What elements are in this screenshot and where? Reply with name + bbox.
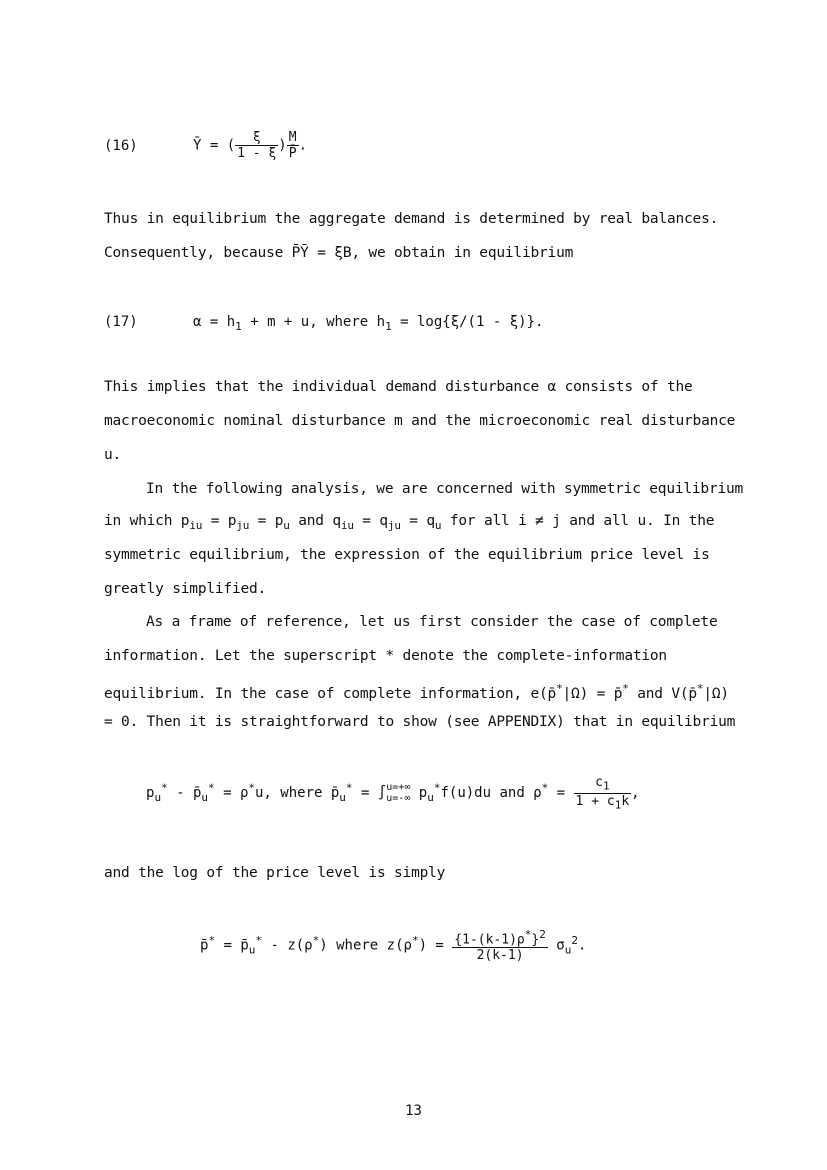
body-text-line: Consequently, because P̄Ȳ = ξB, we obtain in equilibrium: [104, 245, 574, 261]
fraction: $\frac{c_1}{1 + c_1k}$: [575, 775, 630, 812]
equation-label: (16): [104, 138, 138, 154]
equation-price-level: p̄* = $p̄_u^* - z(\rho^*)$ where z(ρ*) = $\frac{\{1-(k-1)\rho^*\}^2}{2(k-1)}$ $\sigma_u^2$.: [200, 928, 587, 964]
body-text-line: In the following analysis, we are concerned with symmetric equilibrium: [146, 481, 744, 497]
body-text-line: As a frame of reference, let us first consider the case of complete: [146, 614, 718, 630]
fraction: $\frac{M}{P̄}$: [288, 130, 297, 161]
body-text-line: Thus in equilibrium the aggregate demand is determined by real balances.: [104, 211, 719, 227]
equation-17: [104, 314, 138, 330]
body-text-line: macroeconomic nominal disturbance m and the microeconomic real disturbance: [104, 413, 736, 429]
equation-label: (17): [104, 314, 138, 330]
body-text-line: and the log of the price level is simply: [104, 865, 446, 881]
equation-16-body: Ȳ = ( $\frac{\xi}{1 - \xi}$ ) $\frac{M}{P̄}$ .: [193, 130, 307, 161]
body-text-line: This implies that the individual demand disturbance α consists of the: [104, 379, 693, 395]
body-text-line: = 0. Then it is straightforward to show (see APPENDIX) that in equilibrium: [104, 714, 736, 730]
body-text-line: equilibrium. In the case of complete information, e(p̄*|Ω) = p̄* and V(p̄*|Ω): [104, 682, 729, 702]
body-text-line: symmetric equilibrium, the expression of the equilibrium price level is: [104, 547, 710, 563]
page-number: 13: [405, 1103, 422, 1119]
equation-price-deviation: $p_u^*$ - $p̄_u^* = \rho^*u$, where $p̄_u^*$ = ∫ u=+∞ u=-∞ $p_u^*f(u)du$ and ρ* = $\frac{c_1}{1 + c_1k}$ ,: [146, 775, 640, 812]
equation-16: [104, 138, 138, 154]
body-text-line: information. Let the superscript * denote the complete-information: [104, 648, 667, 664]
equation-17-body: $\alpha = h_1 + m + u$, where $h_1 = \log\{\xi/(1 - \xi)\}$.: [193, 314, 544, 333]
body-text-line: u.: [104, 447, 122, 463]
body-text-line: greatly simplified.: [104, 581, 267, 597]
fraction: $\frac{\xi}{1 - \xi}$: [237, 130, 277, 161]
fraction: $\frac{\{1-(k-1)\rho^*\}^2}{2(k-1)}$: [454, 928, 546, 964]
body-text-line: in which $p_{iu} = p_{ju} = p_u$ and $q_{iu} = q_{ju} = q_u$ for all i ≠ j and all u. In the: [104, 513, 715, 532]
